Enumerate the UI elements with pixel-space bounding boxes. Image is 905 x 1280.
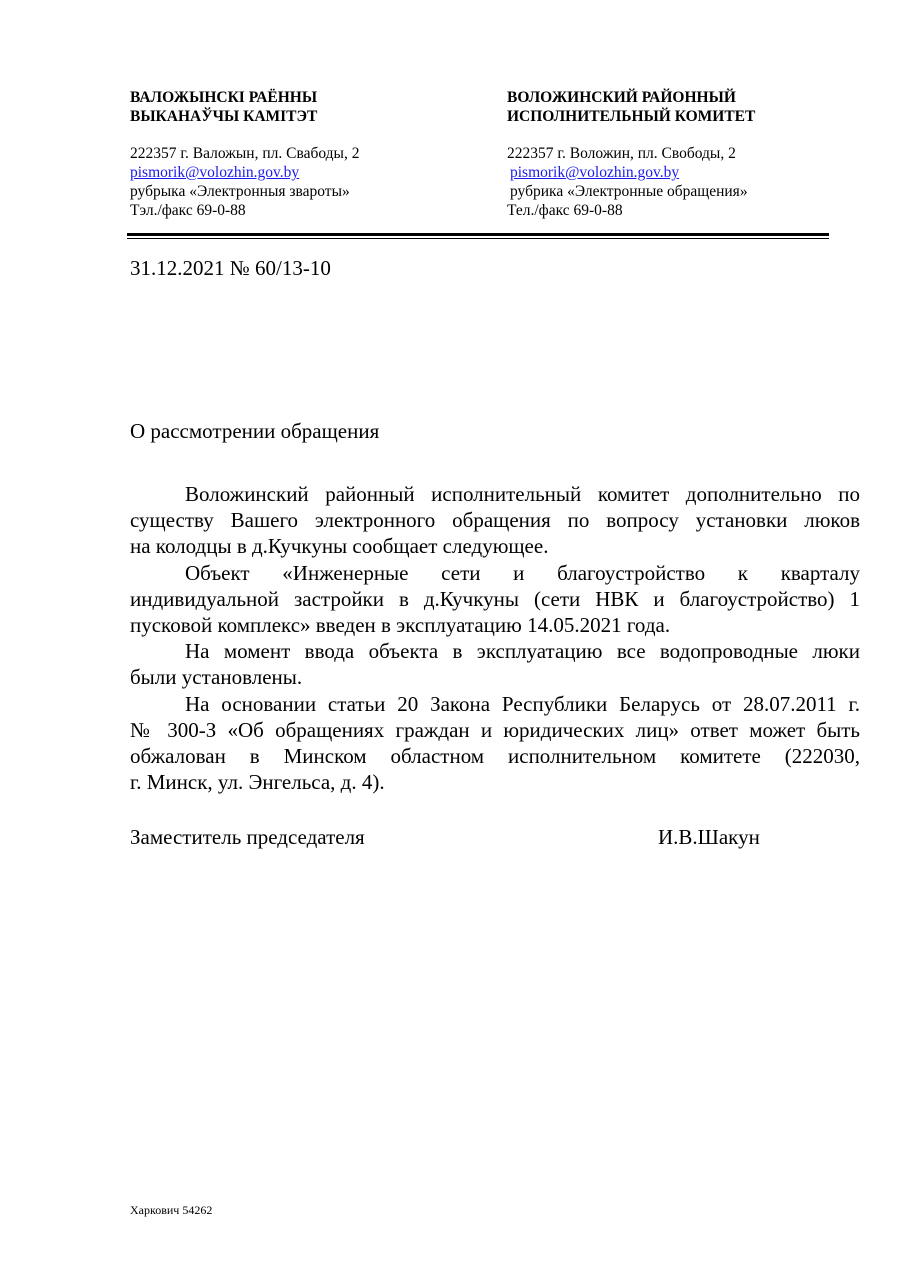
org-title-ru-line2: ИСПОЛНИТЕЛЬНЫЙ КОМИТЕТ — [507, 108, 756, 125]
rubric-by: рубрыка «Электронныя звароты» — [130, 183, 350, 200]
executor-footer: Харкович 54262 — [130, 1203, 213, 1217]
header-divider-thick — [127, 233, 829, 236]
text-line: г. Минск, ул. Энгельса, д. 4). — [130, 770, 385, 795]
text-line: были установлены. — [130, 665, 303, 690]
org-title-by-line2: ВЫКАНАЎЧЫ КАМІТЭТ — [130, 108, 318, 125]
org-title-by-line1: ВАЛОЖЫНСКІ РАЁННЫ — [130, 89, 318, 106]
header-divider-thin — [127, 238, 829, 239]
paragraph — [130, 638, 860, 690]
text-line: обжалован в Минском областном исполнительном комитете (222030, — [130, 744, 860, 769]
address-by: 222357 г. Валожын, пл. Свабоды, 2 — [130, 145, 360, 162]
subject-line: О рассмотрении обращения — [130, 419, 380, 443]
letter-body — [130, 481, 860, 795]
address-ru: 222357 г. Воложин, пл. Свободы, 2 — [507, 145, 736, 162]
text-line: № 300-З «Об обращениях граждан и юридических лиц» ответ может быть — [130, 717, 860, 742]
paragraph — [130, 691, 860, 796]
document-reference: 31.12.2021 № 60/13-10 — [130, 256, 331, 280]
text-line: на колодцы в д.Кучкуны сообщает следующее. — [130, 534, 549, 559]
signatory-position: Заместитель председателя — [130, 825, 365, 849]
header-right-block — [507, 88, 755, 220]
phone-by: Тэл./факс 69-0-88 — [130, 202, 246, 219]
text-line: индивидуальной застройки в д.Кучкуны (сети НВК и благоустройство) 1 — [130, 586, 860, 611]
text-line: существу Вашего электронного обращения по вопросу установки люков — [130, 508, 860, 533]
rubric-ru: рубрика «Электронные обращения» — [510, 183, 748, 200]
phone-ru: Тел./факс 69-0-88 — [507, 202, 623, 219]
header-left-block — [130, 88, 359, 220]
text-line: На момент ввода объекта в эксплуатацию все водопроводные люки — [185, 639, 860, 664]
text-line: Объект «Инженерные сети и благоустройство к кварталу — [185, 560, 860, 585]
signatory-name: И.В.Шакун — [658, 825, 760, 849]
text-line: На основании статьи 20 Закона Республики Беларусь от 28.07.2011 г. — [185, 691, 860, 716]
text-line: пусковой комплекс» введен в эксплуатацию 14.05.2021 года. — [130, 613, 671, 638]
text-line: Воложинский районный исполнительный комитет дополнительно по — [185, 482, 860, 506]
paragraph — [130, 560, 860, 639]
email-link-by[interactable]: pismorik@volozhin.gov.by — [130, 164, 300, 181]
org-title-ru-line1: ВОЛОЖИНСКИЙ РАЙОННЫЙ — [507, 89, 736, 106]
paragraph — [130, 481, 860, 560]
email-link-ru[interactable]: pismorik@volozhin.gov.by — [510, 164, 680, 181]
